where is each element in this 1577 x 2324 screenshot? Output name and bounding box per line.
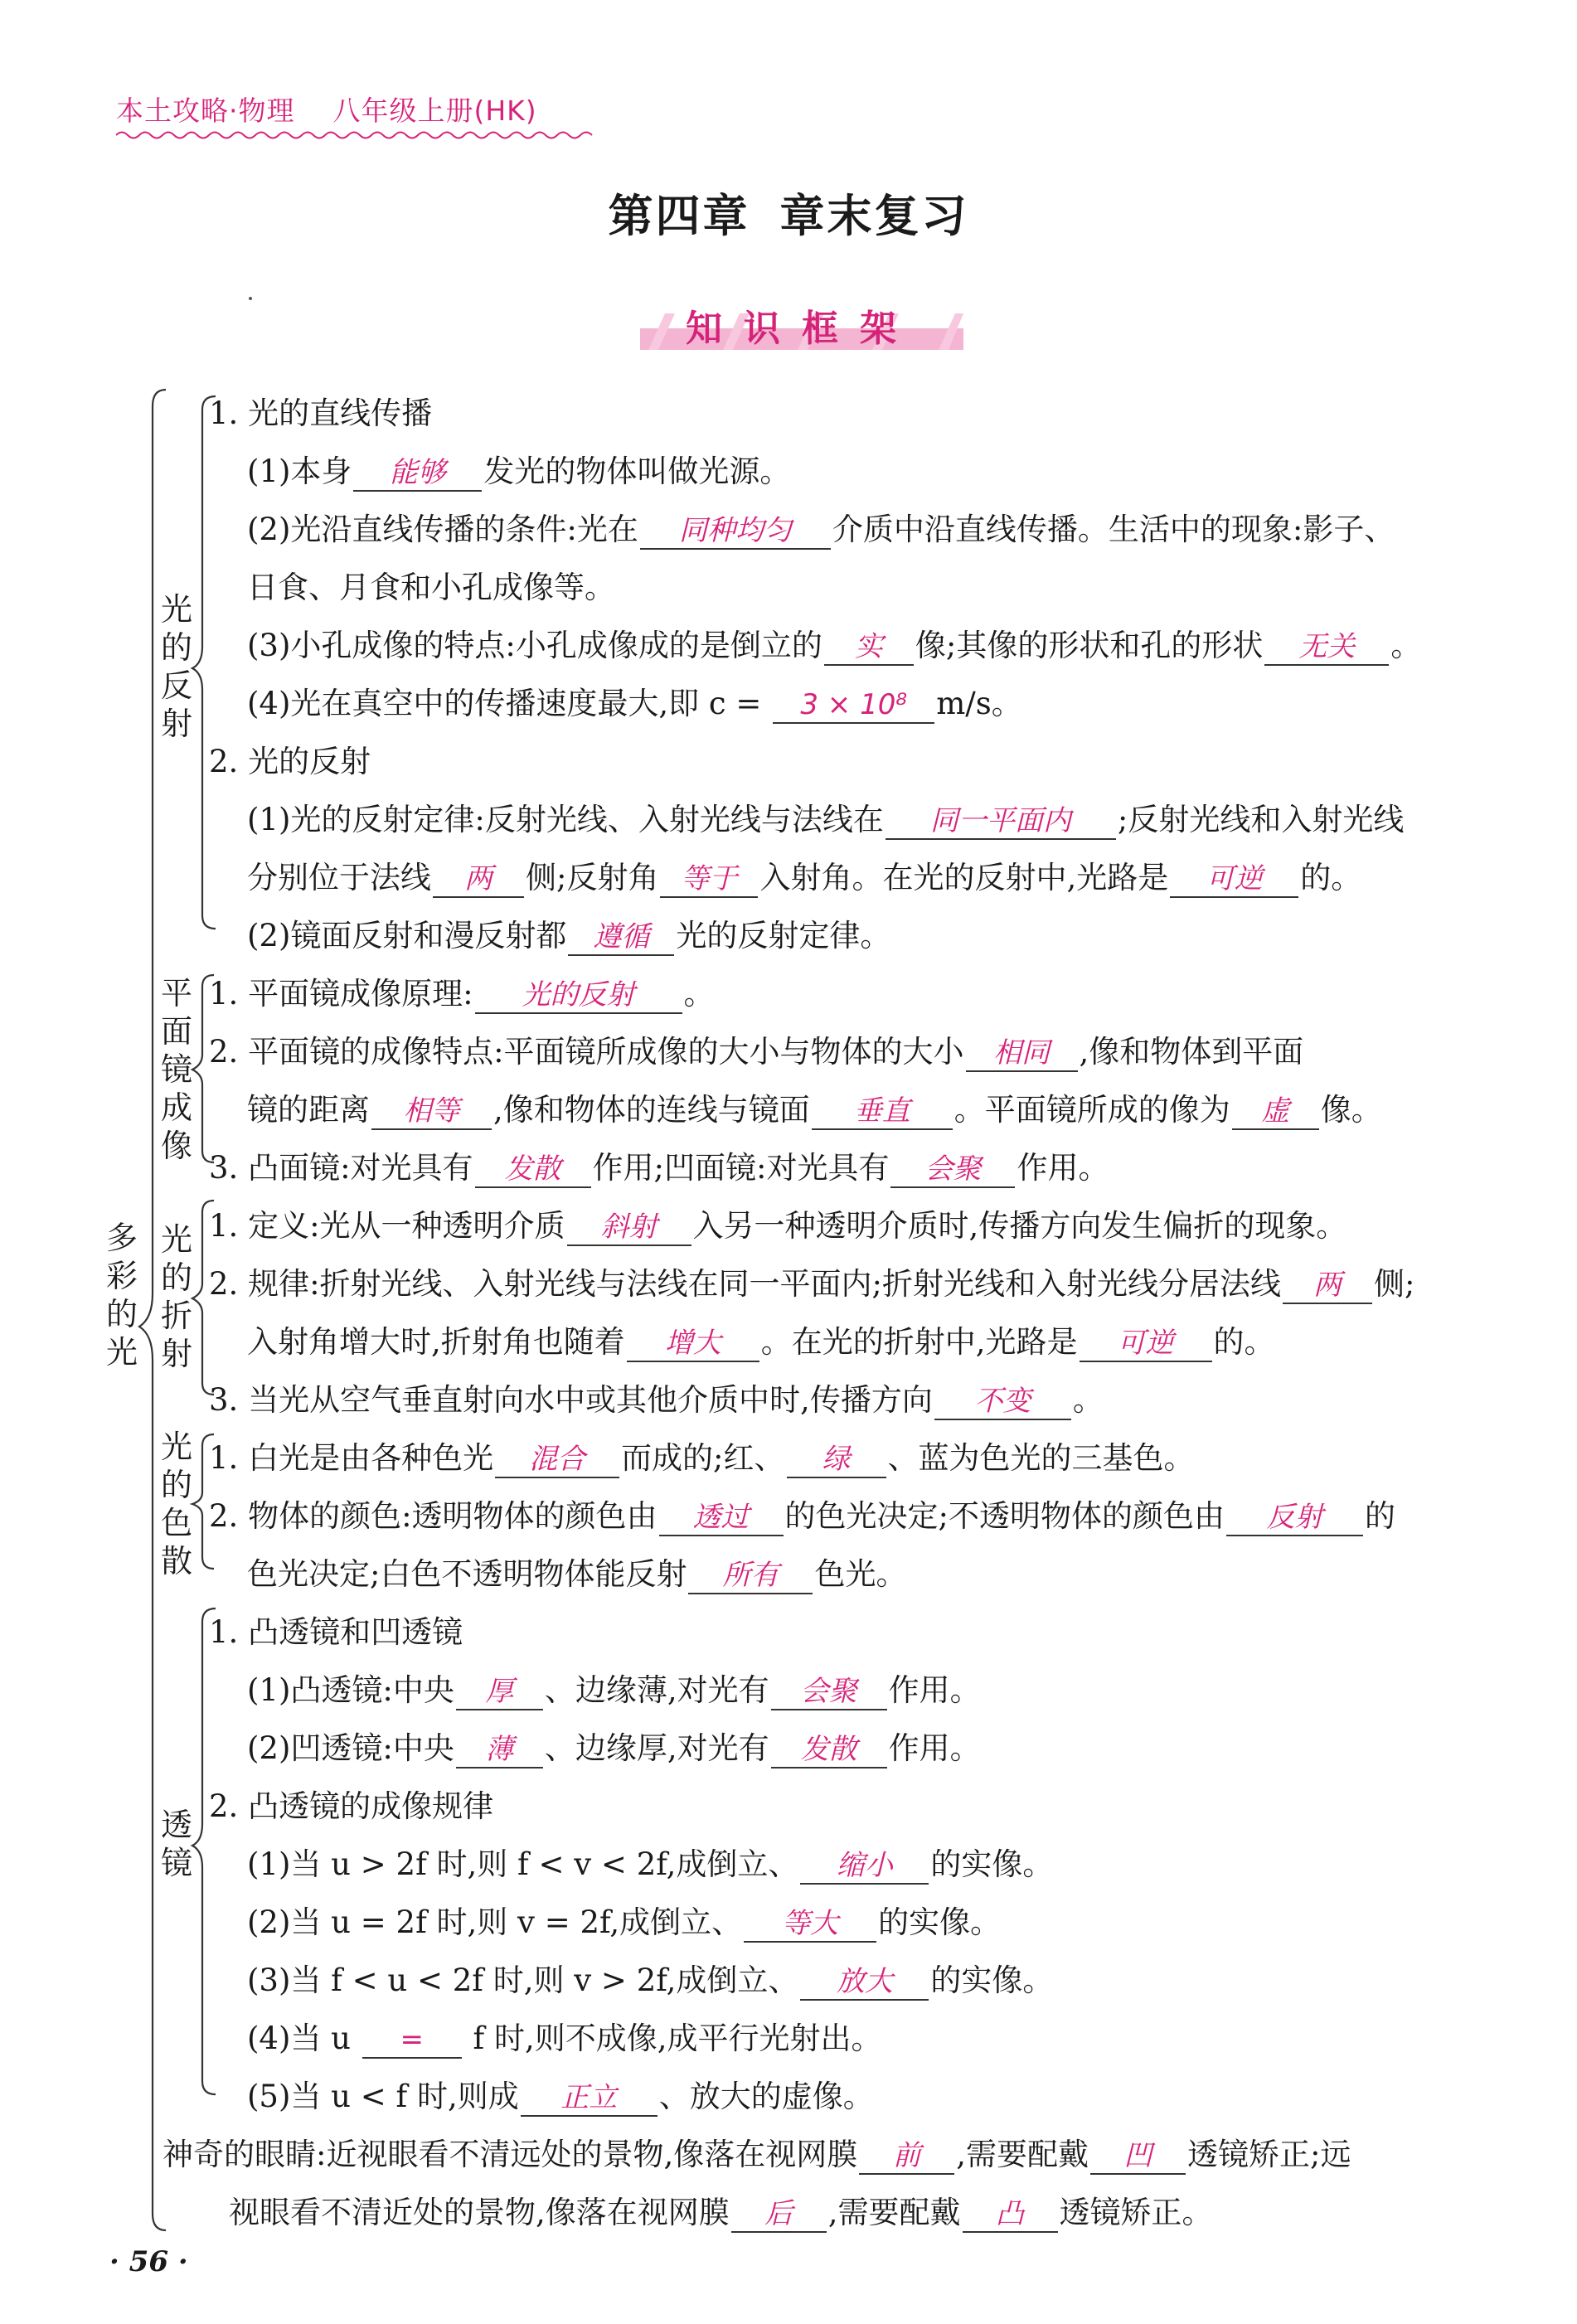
content-line: [247, 1902, 1001, 1943]
label-char: 光: [105, 1334, 138, 1371]
line-text: (1)光的反射定律:反射光线、入射光线与法线在: [247, 802, 884, 837]
label-char: 光: [160, 591, 192, 628]
line-text: 2. 规律:折射光线、入射光线与法线在同一平面内;折射光线和入射光线分居法线: [209, 1266, 1281, 1302]
running-header-text: 本土攻略·物理 八年级上册(HK): [116, 95, 537, 127]
label-char: 透: [160, 1807, 192, 1843]
answer-blank: 放大: [800, 1964, 929, 2001]
content-line: [209, 393, 432, 434]
label-char: 的: [105, 1296, 138, 1332]
answer-blank: 混合: [495, 1442, 619, 1478]
label-char: 色: [160, 1505, 192, 1541]
line-text: 作用;凹面镜:对光具有: [592, 1150, 890, 1186]
line-text: 。: [1390, 628, 1422, 663]
line-text: 的实像。: [930, 1963, 1054, 1998]
line-text: (2)镜面反射和漫反射都: [247, 918, 567, 953]
line-text: 、放大的虚像。: [658, 2079, 874, 2114]
answer-blank: 凸: [963, 2196, 1058, 2233]
line-text: 的。: [1300, 860, 1362, 895]
content-line: [247, 683, 1022, 725]
page-number: · 56 ·: [109, 2245, 188, 2278]
label-char: 的: [160, 629, 192, 666]
answer-blank: 会聚: [771, 1674, 887, 1710]
line-text: (2)凹透镜:中央: [247, 1730, 454, 1766]
label-char: 折: [160, 1298, 192, 1334]
line-text: 分别位于法线: [247, 860, 431, 895]
answer-blank: 反射: [1226, 1500, 1363, 1536]
line-text: (2)当 u = 2f 时,则 v = 2f,成倒立、: [247, 1904, 743, 1940]
label-char: 面: [160, 1013, 192, 1050]
answer-blank: 厚: [456, 1674, 543, 1710]
answer-blank: 无关: [1264, 629, 1389, 666]
line-text: 作用。: [888, 1672, 981, 1708]
line-text: 而成的;红、: [621, 1440, 785, 1476]
label-reflection: [158, 590, 196, 743]
answer-blank: 两: [433, 861, 524, 898]
line-text: 透镜矫正;远: [1187, 2137, 1351, 2172]
line-text: ,需要配戴: [956, 2137, 1089, 2172]
label-char: 镜: [160, 1051, 192, 1088]
line-text: 的实像。: [878, 1904, 1002, 1940]
content-line: [247, 2076, 874, 2118]
answer-blank: 会聚: [890, 1152, 1015, 1188]
label-refraction: [158, 1220, 196, 1373]
content-line: [247, 567, 615, 609]
answer-blank: 斜射: [567, 1210, 691, 1246]
answer-blank: 等于: [660, 861, 758, 898]
label-char: 多: [105, 1220, 138, 1256]
content-line: [247, 451, 790, 492]
line-text: (5)当 u < f 时,则成: [247, 2079, 519, 2114]
content-line: [209, 1496, 1395, 1537]
line-text: (1)当 u > 2f 时,则 f < v < 2f,成倒立、: [247, 1846, 799, 1882]
content-line: [247, 1960, 1053, 2001]
label-refraction-text: [158, 1220, 196, 1373]
answer-blank: 等大: [744, 1906, 876, 1943]
line-text: ,需要配戴: [827, 2195, 961, 2230]
answer-blank: =: [362, 2022, 462, 2059]
content-line: [209, 1438, 1195, 1479]
answer-blank: 能够: [353, 455, 482, 492]
line-text: 入另一种透明介质时,传播方向发生偏折的现象。: [692, 1208, 1347, 1244]
answer-blank: 正立: [521, 2080, 657, 2117]
line-text: 、边缘厚,对光有: [544, 1730, 769, 1766]
label-mirror: [158, 974, 196, 1165]
content-line: [209, 973, 715, 1015]
line-text: 介质中沿直线传播。生活中的现象:影子、: [832, 512, 1395, 547]
line-text: 镜的距离: [247, 1092, 370, 1128]
content-line: [247, 857, 1361, 899]
content-line: [247, 625, 1421, 667]
line-text: 。: [683, 976, 715, 1012]
answer-blank: 不变: [934, 1384, 1071, 1420]
content-line: [247, 1322, 1275, 1363]
content-line: [209, 1031, 1303, 1073]
answer-blank: 相同: [966, 1036, 1078, 1072]
answer-blank: 绿: [787, 1442, 886, 1478]
line-text: 透镜矫正。: [1059, 2195, 1213, 2230]
label-lens: [158, 1806, 196, 1882]
line-text: ;反射光线和入射光线: [1117, 802, 1405, 837]
answer-blank: 缩小: [800, 1848, 929, 1885]
content-line: [247, 1670, 981, 1711]
line-text: 2. 物体的颜色:透明物体的颜色由: [209, 1498, 657, 1534]
label-lens-text: [158, 1806, 196, 1882]
line-text: 作用。: [888, 1730, 981, 1766]
line-text: 。: [1072, 1382, 1104, 1418]
line-text: (4)光在真空中的传播速度最大,即 c =: [247, 686, 772, 721]
content-line: [209, 1612, 463, 1653]
answer-blank: 薄: [456, 1732, 543, 1768]
label-char: 彩: [105, 1258, 138, 1294]
line-text: f 时,则不成像,成平行光射出。: [463, 2021, 882, 2056]
answer-blank: 垂直: [812, 1094, 953, 1130]
line-text: ,像和物体到平面: [1079, 1034, 1304, 1070]
content-line: [247, 509, 1395, 551]
content-line: [163, 2134, 1351, 2176]
label-char: 像: [160, 1128, 192, 1164]
label-char: 光: [160, 1429, 192, 1465]
line-text: 入射角增大时,折射角也随着: [247, 1324, 625, 1360]
answer-blank: 所有: [688, 1558, 813, 1594]
label-dispersion-text: [158, 1428, 196, 1580]
line-text: 的。: [1213, 1324, 1275, 1360]
label-mirror-text: [158, 974, 196, 1165]
label-char: 的: [160, 1467, 192, 1503]
content-line: [209, 741, 371, 783]
content-line: [247, 915, 890, 957]
line-text: 1. 光的直线传播: [209, 395, 433, 431]
label-char: 散: [160, 1543, 192, 1579]
label-dispersion: [158, 1428, 196, 1580]
line-text: 的: [1365, 1498, 1395, 1534]
label-char: 平: [160, 975, 192, 1012]
content-line: [209, 1380, 1104, 1421]
answer-blank: 同种均匀: [640, 513, 831, 550]
label-char: 光: [160, 1221, 192, 1258]
label-char: 成: [160, 1089, 192, 1126]
line-text: 像。: [1320, 1092, 1382, 1128]
line-text: m/s。: [936, 686, 1022, 721]
content-line: [247, 1089, 1382, 1131]
answer-blank: 后: [731, 2196, 827, 2233]
line-text: 2. 凸透镜的成像规律: [209, 1788, 494, 1824]
content-line: [247, 1554, 906, 1595]
answer-blank: 增大: [627, 1326, 759, 1362]
line-text: 入射角。在光的反射中,光路是: [759, 860, 1169, 895]
answer-blank: 光的反射: [475, 978, 682, 1014]
line-text: 色光。: [814, 1556, 907, 1592]
line-text: 的色光决定;不透明物体的颜色由: [784, 1498, 1225, 1534]
label-char: 镜: [160, 1845, 192, 1881]
line-text: 3. 当光从空气垂直射向水中或其他介质中时,传播方向: [209, 1382, 933, 1418]
line-text: 侧;: [1374, 1266, 1415, 1302]
line-text: 1. 凸透镜和凹透镜: [209, 1614, 463, 1650]
content-line: [247, 799, 1404, 841]
answer-blank: 发散: [771, 1732, 887, 1768]
line-text: 、边缘薄,对光有: [544, 1672, 769, 1708]
content-line: [229, 2192, 1213, 2234]
answer-blank: 透过: [659, 1500, 784, 1536]
content-line: [209, 1206, 1347, 1247]
label-reflection-text: [158, 590, 196, 743]
line-text: 色光决定;白色不透明物体能反射: [247, 1556, 687, 1592]
label-char: 射: [160, 706, 192, 742]
line-text: (1)本身: [247, 454, 352, 489]
answer-blank: 可逆: [1170, 861, 1298, 898]
content-line: [247, 1728, 981, 1769]
line-text: 光的反射定律。: [676, 918, 891, 953]
line-text: ,像和物体的连线与镜面: [493, 1092, 810, 1128]
answer-blank: 两: [1283, 1268, 1372, 1304]
line-text: 。平面镜所成的像为: [953, 1092, 1230, 1128]
line-text: 3. 凸面镜:对光具有: [209, 1150, 473, 1186]
line-text: 作用。: [1017, 1150, 1109, 1186]
content-line: [247, 2018, 882, 2060]
line-text: 2. 平面镜的成像特点:平面镜所成像的大小与物体的大小: [209, 1034, 964, 1070]
line-text: 2. 光的反射: [209, 744, 371, 779]
line-text: 1. 白光是由各种色光: [209, 1440, 494, 1476]
label-char: 射: [160, 1336, 192, 1372]
line-text: 、蓝为色光的三基色。: [887, 1440, 1195, 1476]
line-text: (3)小孔成像的特点:小孔成像成的是倒立的: [247, 628, 822, 663]
label-char: 的: [160, 1259, 192, 1296]
line-text: (3)当 f < u < 2f 时,则 v > 2f,成倒立、: [247, 1963, 799, 1998]
content-line: [209, 1786, 493, 1827]
content-line: [209, 1147, 1109, 1189]
content-line: [247, 1844, 1053, 1885]
line-text: 视眼看不清近处的景物,像落在视网膜: [229, 2195, 730, 2230]
answer-blank: 虚: [1232, 1094, 1319, 1130]
answer-blank: 相等: [371, 1094, 492, 1130]
line-text: (1)凸透镜:中央: [247, 1672, 454, 1708]
answer-blank: 发散: [475, 1152, 591, 1188]
answer-blank: 可逆: [1080, 1326, 1212, 1362]
line-text: 1. 定义:光从一种透明介质: [209, 1208, 565, 1244]
answer-blank: 前: [859, 2138, 954, 2175]
label-root: [103, 1219, 141, 1371]
chapter-number: 第四章: [608, 189, 750, 242]
line-text: 神奇的眼睛:近视眼看不清远处的景物,像落在视网膜: [163, 2137, 858, 2172]
line-text: (2)光沿直线传播的条件:光在: [247, 512, 638, 547]
answer-blank: 遵循: [568, 919, 674, 956]
answer-blank: 同一平面内: [886, 803, 1116, 840]
answer-blank: 3 × 10⁸: [773, 687, 934, 724]
line-text: 像;其像的形状和孔的形状: [915, 628, 1264, 663]
label-char: 反: [160, 667, 192, 704]
line-text: 日食、月食和小孔成像等。: [247, 570, 615, 605]
label-root-text: [103, 1219, 141, 1371]
chapter-name: 章末复习: [779, 189, 969, 242]
line-text: 1. 平面镜成像原理:: [209, 976, 473, 1012]
line-text: 的实像。: [930, 1846, 1054, 1882]
answer-blank: 实: [824, 629, 914, 666]
line-text: 。在光的折射中,光路是: [760, 1324, 1078, 1360]
section-banner-title: 知识框架: [686, 308, 918, 350]
content-line: [209, 1264, 1414, 1305]
line-text: 侧;反射角: [526, 860, 659, 895]
answer-blank: 凹: [1090, 2138, 1186, 2175]
line-text: 发光的物体叫做光源。: [483, 454, 791, 489]
line-text: (4)当 u: [247, 2021, 361, 2056]
